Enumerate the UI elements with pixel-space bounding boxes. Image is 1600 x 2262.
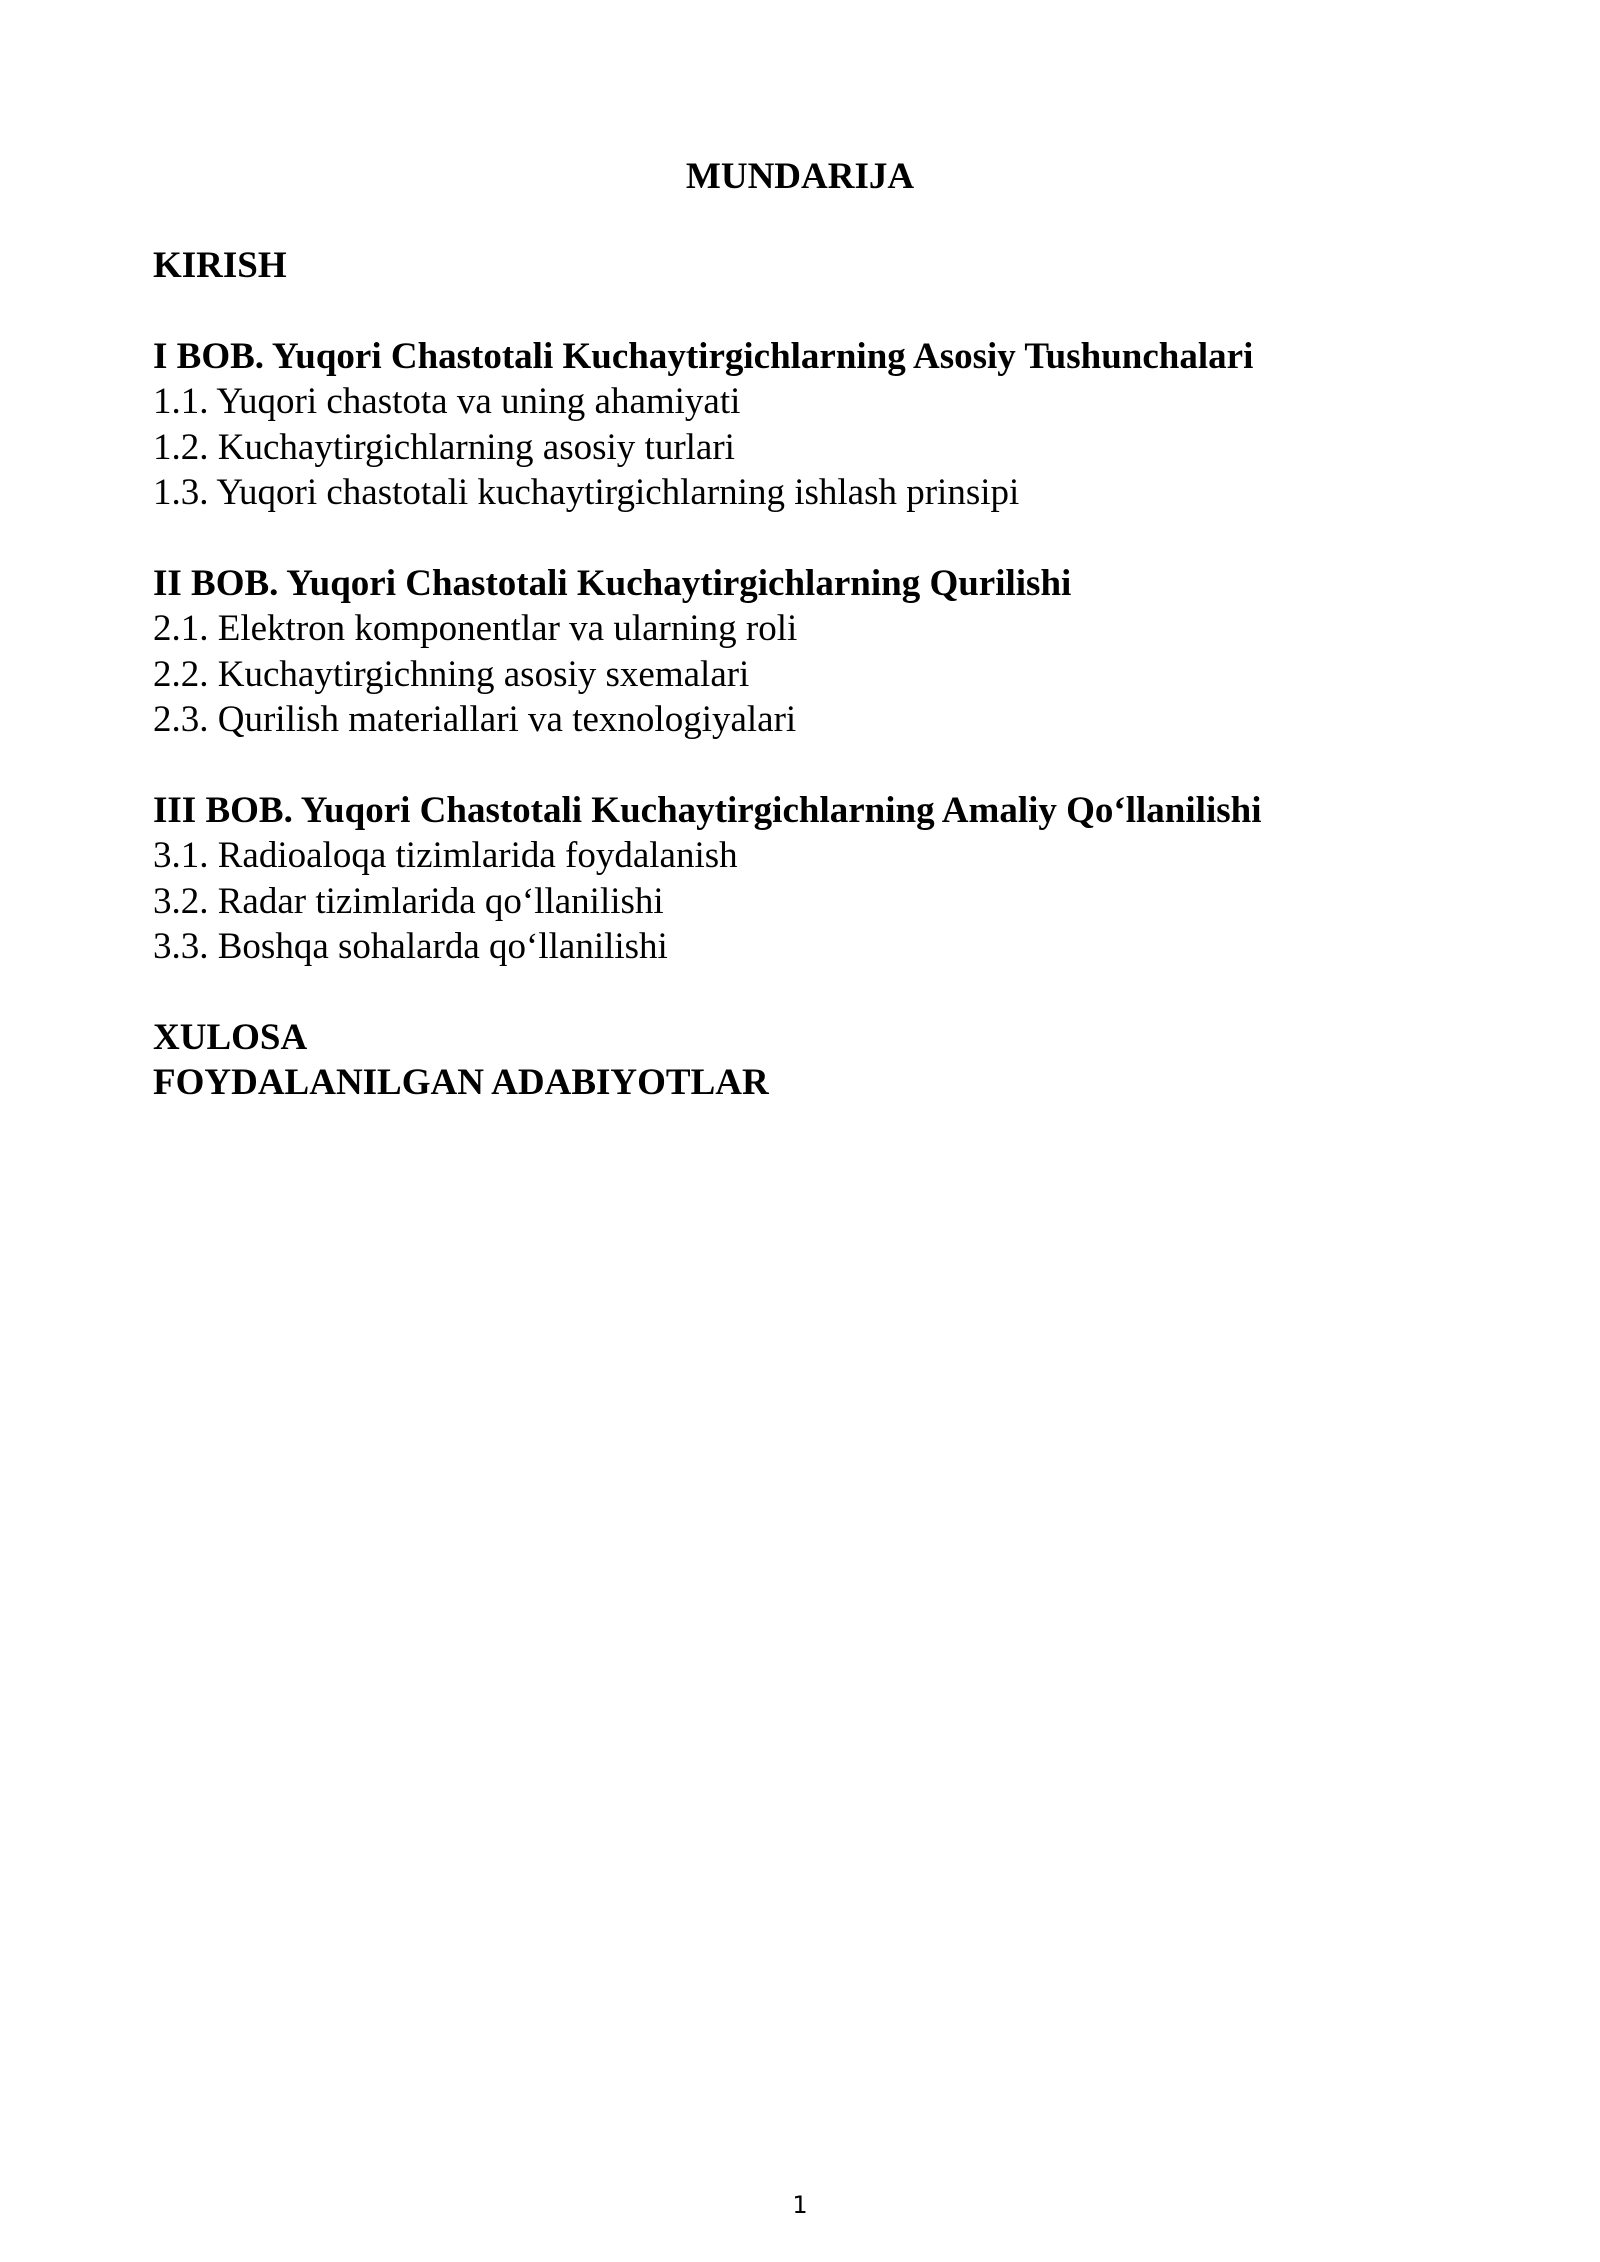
chapter-heading: I BOB. Yuqori Chastotali Kuchaytirgichlarning Asosiy Tushunchalari: [153, 335, 1254, 377]
toc-item: 3.2. Radar tizimlarida qo‘llanilishi: [153, 880, 664, 922]
chapter-1: [153, 334, 1453, 516]
page-title: MUNDARIJA: [685, 156, 915, 197]
chapter-2: [153, 561, 1453, 743]
toc-conclusion: XULOSA: [153, 1016, 308, 1058]
chapter-heading: II BOB. Yuqori Chastotali Kuchaytirgichlarning Qurilishi: [153, 562, 1072, 604]
toc-item: 3.1. Radioaloqa tizimlarida foydalanish: [153, 835, 738, 876]
toc-item: 2.2. Kuchaytirgichning asosiy sxemalari: [153, 653, 750, 695]
toc-item: 1.3. Yuqori chastotali kuchaytirgichlarning ishlash prinsipi: [153, 472, 1020, 513]
toc-item: 1.2. Kuchaytirgichlarning asosiy turlari: [153, 426, 735, 468]
toc-item: 3.3. Boshqa sohalarda qo‘llanilishi: [153, 926, 668, 967]
toc-item: 2.1. Elektron komponentlar va ularning roli: [153, 608, 798, 649]
toc-intro: KIRISH: [153, 245, 287, 286]
toc-item: 2.3. Qurilish materiallari va texnologiyalari: [153, 699, 797, 740]
toc-references: FOYDALANILGAN ADABIYOTLAR: [153, 1062, 769, 1103]
toc-item: 1.1. Yuqori chastota va uning ahamiyati: [153, 381, 741, 422]
section-gap: [153, 289, 1453, 334]
page-number: 1: [792, 2191, 808, 2219]
section-gap: [153, 743, 1453, 788]
section-gap: [153, 516, 1453, 561]
chapter-heading: III BOB. Yuqori Chastotali Kuchaytirgichlarning Amaliy Qo‘llanilishi: [153, 789, 1262, 831]
chapter-3: [153, 788, 1453, 970]
table-of-contents: [153, 243, 1453, 1106]
section-gap: [153, 970, 1453, 1015]
